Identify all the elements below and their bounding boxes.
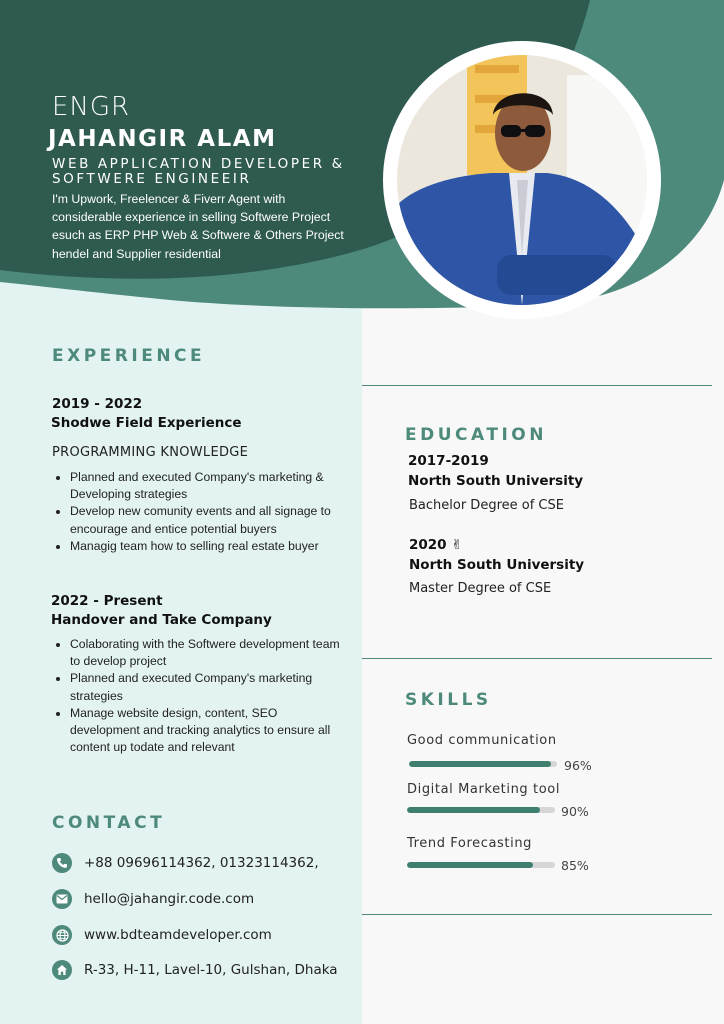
bullet-item: • Managig team how to selling real estate buyer — [70, 538, 340, 555]
contact-email[interactable] — [52, 889, 254, 909]
job-subheading: PROGRAMMING KNOWLEDGE — [52, 445, 249, 460]
divider — [362, 914, 712, 915]
phone-text: +88 09696114362, 01323114362, — [84, 855, 319, 871]
skill-bar — [407, 862, 555, 868]
education-degree: Bachelor Degree of CSE — [409, 498, 564, 513]
job-title: Handover and Take Company — [51, 612, 272, 628]
contact-phone — [52, 853, 319, 873]
skill-percent: 96% — [564, 758, 592, 773]
website-link[interactable]: www.bdteamdeveloper.com — [84, 927, 272, 943]
experience-title: EXPERIENCE — [52, 346, 206, 366]
skill-bar-fill — [409, 761, 551, 767]
education-period: 2017-2019 — [408, 453, 489, 469]
name-prefix: ENGR — [52, 92, 131, 122]
full-name: JAHANGIR ALAM — [48, 126, 277, 152]
education-title: EDUCATION — [405, 425, 547, 445]
divider — [362, 658, 712, 659]
bullet-item: • Develop new comunity events and all signage to encourage and entice potential buyers — [70, 503, 340, 537]
contact-title: CONTACT — [52, 813, 166, 833]
email-icon — [52, 889, 72, 909]
education-period: 2020 ✌ — [409, 537, 463, 553]
bullet-item: • Colaborating with the Softwere development team to develop project — [70, 636, 340, 670]
skill-percent: 90% — [561, 804, 589, 819]
contact-website[interactable] — [52, 925, 272, 945]
job-title: Shodwe Field Experience — [51, 415, 242, 431]
globe-icon — [52, 925, 72, 945]
skill-name: Good communication — [407, 733, 557, 748]
home-icon — [52, 960, 72, 980]
contact-address — [52, 960, 338, 980]
bullet-item: • Planned and executed Company's marketing & Developing strategies — [70, 469, 340, 503]
job-bullets — [52, 469, 340, 555]
divider — [362, 385, 712, 386]
bullet-item: • Manage website design, content, SEO development and tracking analytics to ensure all content up todate and relevant — [70, 705, 340, 757]
skills-title: SKILLS — [405, 690, 492, 710]
skill-name: Trend Forecasting — [407, 836, 533, 851]
education-school: North South University — [408, 473, 584, 489]
email-text[interactable]: hello@jahangir.code.com — [84, 891, 255, 907]
skill-percent: 85% — [561, 858, 589, 873]
intro-text: I'm Upwork, Freelencer & Fiverr Agent with considerable experience in selling Softwere Project esuch as ERP PHP Web & Softwere & Others Project hendel and Supplier residential — [52, 192, 344, 261]
job-period: 2022 - Present — [51, 593, 163, 609]
job-period: 2019 - 2022 — [52, 396, 143, 412]
skill-bar — [407, 807, 555, 813]
profile-photo — [397, 55, 647, 305]
skill-bar-fill — [407, 862, 533, 868]
job-bullets — [52, 636, 340, 756]
education-degree: Master Degree of CSE — [409, 581, 552, 596]
skill-bar — [409, 761, 557, 767]
skill-bar-fill — [407, 807, 540, 813]
job-role: WEB APPLICATION DEVELOPER & SOFTWERE ENGINEEIR — [52, 156, 345, 187]
skill-name: Digital Marketing tool — [407, 782, 561, 797]
phone-icon — [52, 853, 72, 873]
bullet-item: • Planned and executed Company's marketing strategies — [70, 670, 340, 704]
address-text: R-33, H-11, Lavel-10, Gulshan, Dhaka — [84, 962, 338, 978]
education-school: North South University — [409, 557, 585, 573]
